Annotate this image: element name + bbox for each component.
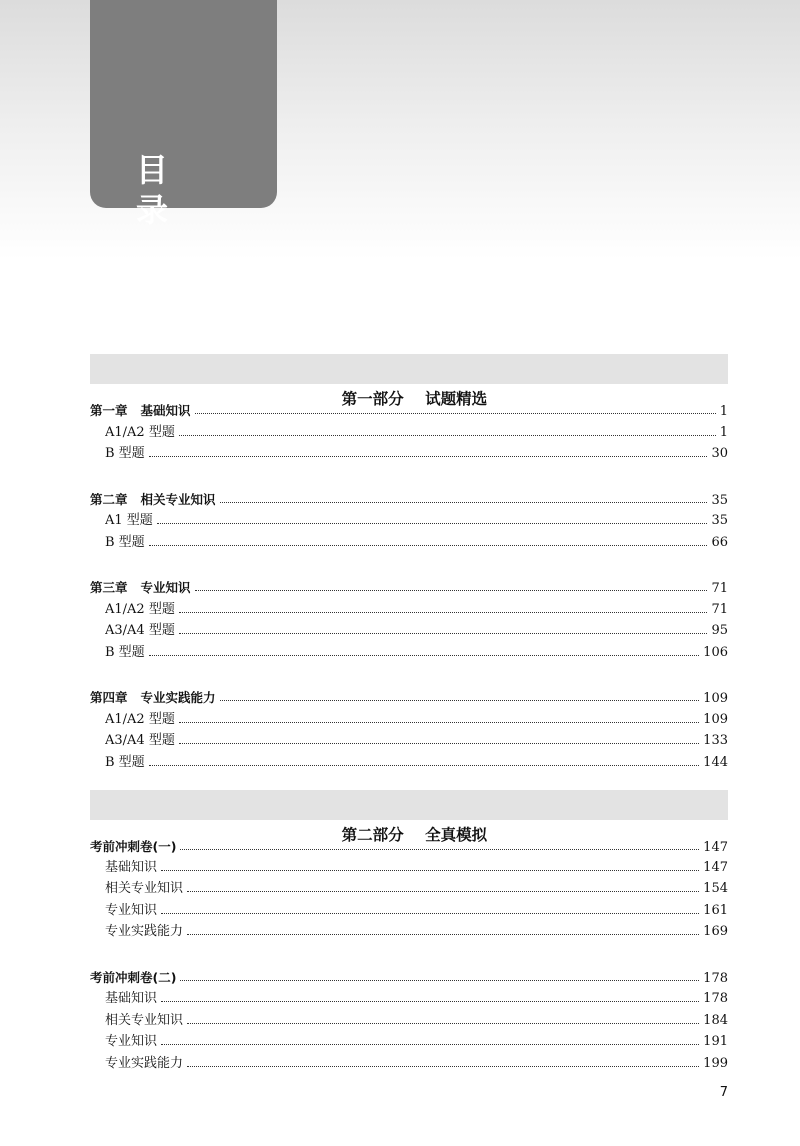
toc-entry-label: B 型题 [105,645,145,660]
toc-entry-label: 相关专业知识 [105,1013,184,1028]
toc-entry[interactable] [105,879,728,899]
toc-entry[interactable] [105,600,728,620]
toc-entry-page: 106 [703,645,728,660]
dot-leader [195,413,716,414]
toc-entry-chapter-4[interactable] [90,688,728,708]
toc-entry-page: 95 [711,623,728,638]
dot-leader [161,913,699,914]
dot-leader [187,1023,699,1024]
toc-entry-label: 考前冲刺卷(二) [90,970,177,985]
toc-entry-page: 71 [711,581,728,596]
toc-entry[interactable] [105,710,728,730]
dot-leader [149,765,699,766]
toc-entry[interactable] [105,989,728,1009]
part-header-2 [90,790,728,844]
toc-entry-label: A3/A4 型题 [105,623,175,638]
toc-entry[interactable] [105,511,728,531]
toc-entry-label: A3/A4 型题 [105,733,175,748]
toc-entry-page: 35 [711,493,728,508]
dot-leader [149,655,699,656]
toc-entry-page: 30 [711,446,728,461]
toc-entry-page: 178 [703,991,728,1006]
dot-leader [149,545,708,546]
toc-entry-page: 184 [703,1013,728,1028]
toc-entry-page: 147 [703,840,728,855]
toc-entry-label: 第二章 相关专业知识 [90,492,216,507]
toc-entry-mock-exam-2[interactable] [90,968,728,988]
toc-entry-label: 专业实践能力 [105,924,184,939]
toc-entry-page: 178 [703,971,728,986]
dot-leader [220,700,700,701]
toc-entry-page: 109 [703,691,728,706]
toc-entry-label: 第一章 基础知识 [90,403,191,418]
toc-entry-page: 71 [711,602,728,617]
toc-entry[interactable] [105,444,728,464]
toc-title-tab [90,0,277,229]
dot-leader [220,502,708,503]
dot-leader [179,743,699,744]
toc-entry[interactable] [105,1054,728,1074]
dot-leader [179,722,699,723]
toc-entry-page: 199 [703,1056,728,1071]
toc-entry-label: 考前冲刺卷(一) [90,839,177,854]
dot-leader [180,980,699,981]
toc-entry-page: 154 [703,881,728,896]
dot-leader [149,456,708,457]
toc-entry-page: 35 [711,513,728,528]
dot-leader [161,1044,699,1045]
dot-leader [179,633,708,634]
toc-entry[interactable] [105,533,728,553]
toc-entry-page: 191 [703,1034,728,1049]
toc-entry-label: B 型题 [105,755,145,770]
toc-entry[interactable] [105,643,728,663]
toc-entry[interactable] [105,858,728,878]
part-header-1 [90,354,728,408]
toc-entry-label: 第四章 专业实践能力 [90,690,216,705]
toc-entry-page: 133 [703,733,728,748]
dot-leader [195,590,708,591]
toc-entry-page: 1 [719,404,728,419]
toc-entry-page: 144 [703,755,728,770]
toc-entry-label: 专业知识 [105,903,158,918]
toc-entry[interactable] [105,1011,728,1031]
part-title: 第二部分 全真模拟 [341,825,488,844]
page-title: 目 录 [136,151,193,229]
toc-entry-chapter-1[interactable] [90,401,728,421]
toc-entry-label: A1/A2 型题 [105,712,175,727]
toc-entry[interactable] [105,922,728,942]
toc-entry-label: A1/A2 型题 [105,602,175,617]
toc-entry-label: 专业实践能力 [105,1056,184,1071]
toc-entry-label: 相关专业知识 [105,881,184,896]
toc-entry-chapter-2[interactable] [90,490,728,510]
dot-leader [179,612,708,613]
toc-entry-label: B 型题 [105,446,145,461]
dot-leader [187,891,699,892]
toc-entry-label: B 型题 [105,535,145,550]
toc-entry[interactable] [105,1032,728,1052]
toc-entry[interactable] [105,423,728,443]
toc-entry-label: A1 型题 [105,513,153,528]
dot-leader [180,849,699,850]
toc-entry-page: 66 [711,535,728,550]
toc-entry-mock-exam-1[interactable] [90,837,728,857]
toc-entry-page: 169 [703,924,728,939]
dot-leader [187,1066,699,1067]
toc-entry[interactable] [105,901,728,921]
dot-leader [157,523,708,524]
toc-entry-page: 147 [703,860,728,875]
toc-entry-label: 基础知识 [105,860,158,875]
toc-entry-label: A1/A2 型题 [105,425,175,440]
part-title: 第一部分 试题精选 [341,389,488,408]
toc-entry[interactable] [105,753,728,773]
toc-entry-label: 第三章 专业知识 [90,580,191,595]
dot-leader [161,1001,699,1002]
toc-entry-chapter-3[interactable] [90,578,728,598]
page-number: 7 [719,1085,728,1100]
toc-entry-page: 1 [719,425,728,440]
toc-entry-page: 109 [703,712,728,727]
toc-entry-page: 161 [703,903,728,918]
dot-leader [161,870,699,871]
toc-entry-label: 基础知识 [105,991,158,1006]
dot-leader [179,435,716,436]
toc-entry-label: 专业知识 [105,1034,158,1049]
toc-entry[interactable] [105,621,728,641]
dot-leader [187,934,699,935]
toc-entry[interactable] [105,731,728,751]
